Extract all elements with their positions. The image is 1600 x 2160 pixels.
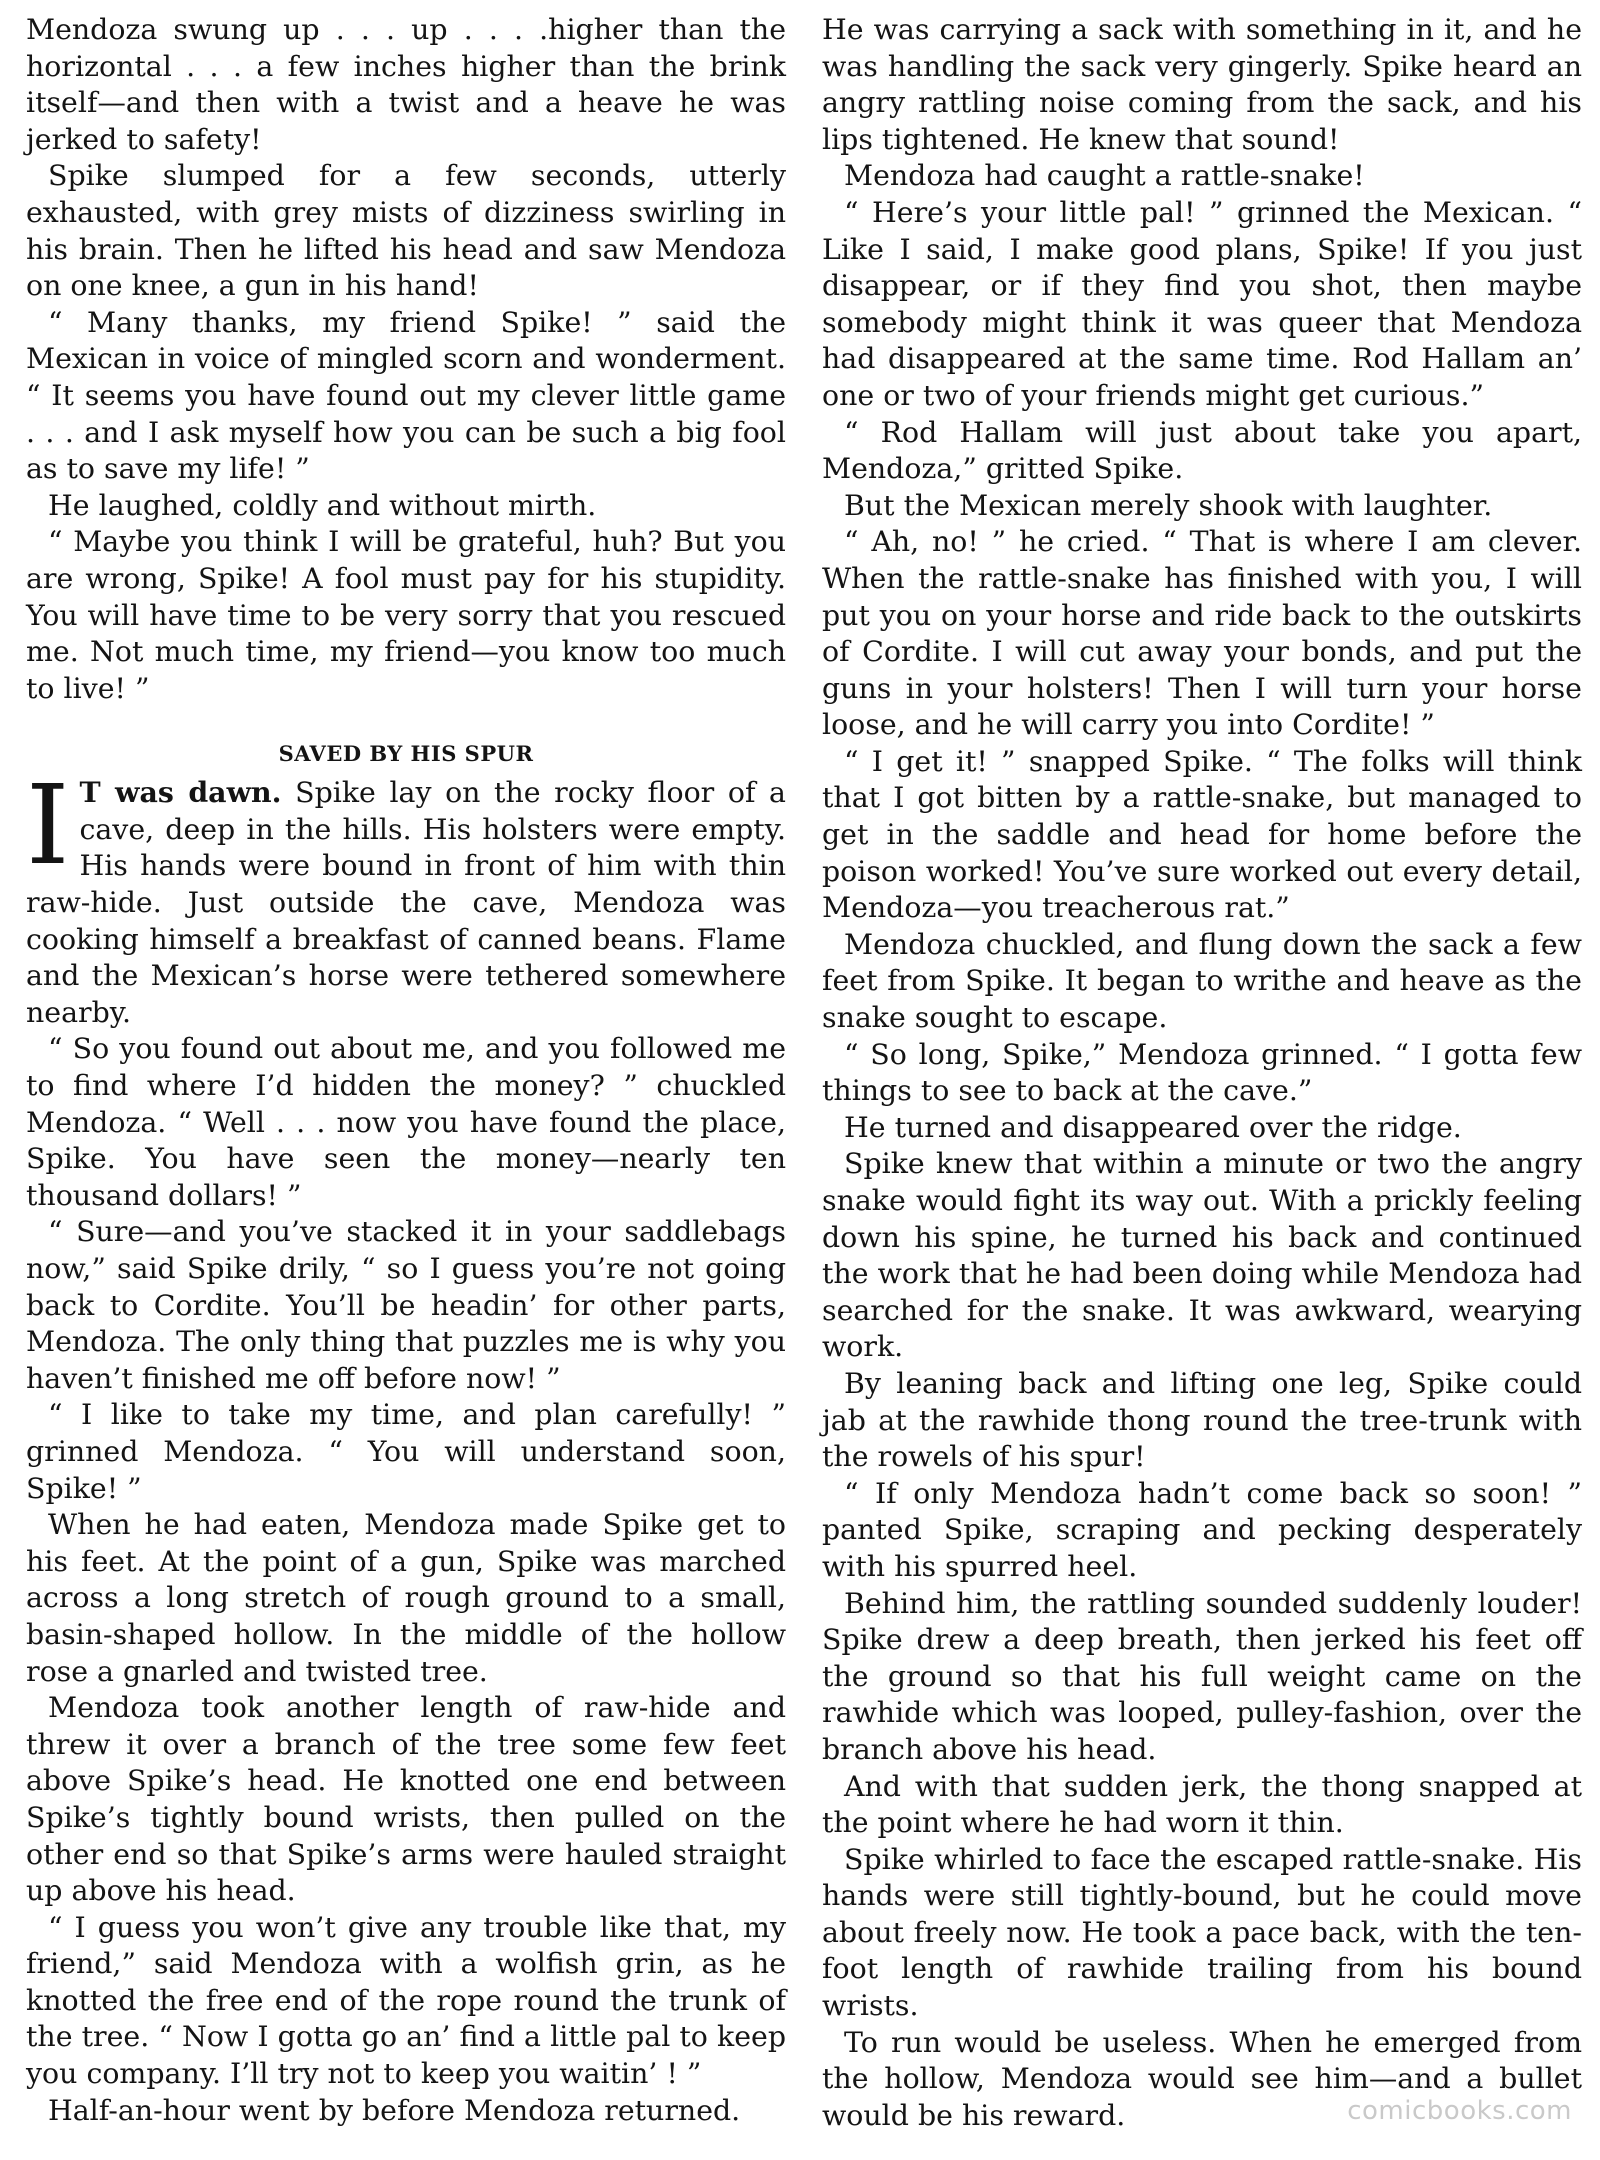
story-paragraph: He turned and disappeared over the ridge. [844,1110,1462,1144]
story-paragraph: “ I like to take my time, and plan carefully! ” grinned Mendoza. “ You will understand soon, Spike! ” [26,1398,786,1505]
story-paragraph: Behind him, the rattling sounded suddenly louder! Spike drew a deep breath, then jerked his feet off the ground so that his full weight came on the rawhide which was looped, pulley-fashion, over the branch above his head. [822,1586,1582,1766]
story-paragraph: “ I guess you won’t give any trouble like that, my friend,” said Mendoza with a wolfish grin, as he knotted the free end of the rope round the trunk of the tree. “ Now I gotta go an’ find a little pal to keep you company. I’ll try not to keep you waitin’ ! ” [26,1910,786,2091]
story-paragraph: “ Maybe you think I will be grateful, huh? But you are wrong, Spike! A fool must pay for his stupidity. You will have time to be very sorry that you rescued me. Not much time, my friend—you know too much to live! ” [26,525,786,705]
right-column [822,12,1582,2134]
story-paragraph: “ So long, Spike,” Mendoza grinned. “ I gotta few things to see to back at the cave.” [822,1037,1582,1108]
story-paragraph: Spike knew that within a minute or two the angry snake would fight its way out. With a prickly feeling down his spine, he turned his back and continued the work that he had been doing while Mendoza had searched for the snake. It was awkward, wearying work. [822,1147,1582,1364]
story-paragraph: “ Sure—and you’ve stacked it in your saddlebags now,” said Spike drily, “ so I guess you’re not going back to Cordite. You’ll be headin’ for other parts, Mendoza. The only thing that puzzles me is why you haven’t finished me off before now! ” [26,1215,786,1395]
story-paragraph: Mendoza took another length of raw-hide and threw it over a branch of the tree some few feet above Spike’s head. He knotted one end between Spike’s tightly bound wrists, then pulled on the other end so that Spike’s arms were hauled straight up above his head. [26,1691,786,1908]
opening-rest: Spike lay on the rocky floor of a cave, deep in the hills. His holsters were empty. His hands were bound in front of him with thin raw-hide. Just outside the cave, Mendoza was cooking himself a breakfast of canned beans. Flame and the Mexican’s horse were tethered somewhere nearby. [26,776,786,1029]
story-paragraph: “ Ah, no! ” he cried. “ That is where I am clever. When the rattle-snake has finished with you, I will put you on your horse and ride back to the outskirts of Cordite. I will cut away your bonds, and put the guns in your holsters! Then I will turn your horse loose, and he will carry you into Cordite! ” [822,525,1582,742]
story-paragraph: And with that sudden jerk, the thong snapped at the point where he had worn it thin. [822,1769,1582,1840]
drop-cap: I [26,761,70,890]
story-paragraph: He laughed, coldly and without mirth. [48,488,597,522]
story-paragraph: When he had eaten, Mendoza made Spike get to his feet. At the point of a gun, Spike was marched across a long stretch of rough ground to a small, basin-shaped hollow. In the middle of the hollow rose a gnarled and twisted tree. [26,1508,786,1688]
section-heading: SAVED BY HIS SPUR [278,741,534,767]
story-paragraph: He was carrying a sack with something in it, and he was handling the sack very gingerly. Spike heard an angry rattling noise coming from the sack, and his lips tightened. He knew that sound! [822,13,1582,156]
story-paragraph: “ Many thanks, my friend Spike! ” said the Mexican in voice of mingled scorn and wonderment. “ It seems you have found out my clever little game . . . and I ask myself how you can be such a big fool as to save my life! ” [26,305,786,486]
opening-words: T was dawn. [79,775,282,810]
story-paragraph: Spike slumped for a few seconds, utterly exhausted, with grey mists of dizziness swirling in his brain. Then he lifted his head and saw Mendoza on one knee, a gun in his hand! [26,159,786,303]
story-paragraph: To run would be useless. When he emerged from the hollow, Mendoza would see him—and a bullet would be his reward. [822,2025,1582,2132]
story-paragraph: Mendoza chuckled, and flung down the sack a few feet from Spike. It began to writhe and heave as the snake sought to escape. [822,927,1582,1035]
story-paragraph: By leaning back and lifting one leg, Spike could jab at the rawhide thong round the tree-trunk with the rowels of his spur! [822,1366,1582,1474]
left-column [26,12,786,2129]
story-paragraph: Mendoza had caught a rattle-snake! [844,159,1365,193]
story-paragraph: But the Mexican merely shook with laughter. [844,488,1493,522]
story-paragraph: “ So you found out about me, and you followed me to find where I’d hidden the money? ” chuckled Mendoza. “ Well . . . now you have found the place, Spike. You have seen the money—nearly ten thousand dollars! ” [26,1032,786,1212]
story-paragraph: Half-an-hour went by before Mendoza returned. [48,2093,741,2127]
story-page [26,12,1582,2152]
story-paragraph: “ I get it! ” snapped Spike. “ The folks will think that I got bitten by a rattle-snake, but managed to get in the saddle and head for home before the poison worked! You’ve sure worked out every detail, Mendoza—you treacherous rat.” [822,744,1582,925]
story-paragraph: “ Rod Hallam will just about take you apart, Mendoza,” gritted Spike. [822,415,1582,486]
story-paragraph: Mendoza swung up . . . up . . . .higher than the horizontal . . . a few inches higher than the brink itself—and then with a twist and a heave he was jerked to safety! [26,13,786,156]
story-paragraph: “ If only Mendoza hadn’t come back so soon! ” panted Spike, scraping and pecking desperately with his spurred heel. [822,1476,1582,1583]
story-paragraph: Spike whirled to face the escaped rattle-snake. His hands were still tightly-bound, but he could move about freely now. He took a pace back, with the ten-foot length of rawhide trailing from his bound wrists. [822,1842,1582,2023]
section-opening-paragraph [26,761,786,1031]
story-paragraph: “ Here’s your little pal! ” grinned the Mexican. “ Like I said, I make good plans, Spike! If you just disappear, or if they find you shot, then maybe somebody might think it was queer that Mendoza had disappeared at the same time. Rod Hallam an’ one or two of your friends might get curious.” [822,195,1582,412]
site-watermark: comicbooks.com [1347,2096,1572,2126]
